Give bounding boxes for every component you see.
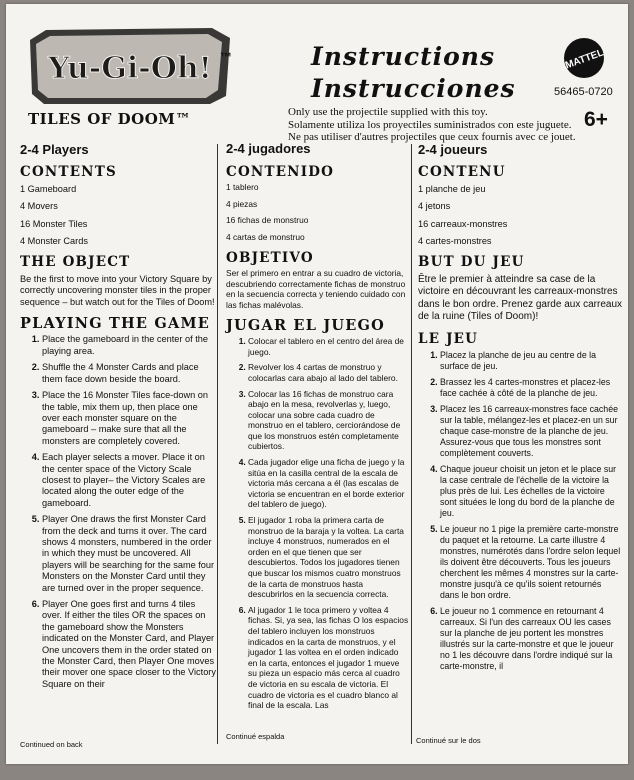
step-item: 5. Player One draws the first Monster Card from the deck and turns it over. The card shows 4 monsters, numbered in the order in which they must be uncovered. All players will be searching for the same four Monsters on the Monster Card until they are turned over in the proper sequence.: [42, 514, 216, 594]
age-rating: 6+: [584, 108, 608, 131]
continued-note-en: Continued on back: [20, 740, 83, 749]
step-item: 4. Each player selects a mover. Place it on the center space of the Victory Scale closest to player– the Victory Scales are located along the outer edge of the gameboard.: [42, 452, 216, 509]
mattel-logo: [556, 36, 612, 80]
step-item: 5. El jugador 1 roba la primera carta de monstruo de la baraja y la voltea. La carta incluye 4 monstruos, numerados en el orden en el que tienen que ser descubiertos. Todos los jugadores tienen que buscar los mismos cuatro monstruos de la carta de monstruos hasta descubrirlos en la secuencia correcta.: [248, 515, 410, 600]
contents-item: 16 Monster Tiles: [20, 218, 88, 229]
contents-heading: CONTENTS: [20, 164, 117, 181]
step-item: 2. Shuffle the 4 Monster Cards and place them face down beside the board.: [42, 362, 216, 385]
step-item: 3. Place the 16 Monster Tiles face-down on the table, mix them up, then place one over each monster square on the gameboard – make sure that all the monsters are completely covered.: [42, 390, 216, 447]
object-text: Être le premier à atteindre sa case de la victoire en découvrant les carreaux-monstres dans le bon ordre. Prenez garde aux carreaux de la ruine (Tiles of Doom)!: [418, 273, 623, 323]
contents-item: 4 cartes-monstres: [418, 236, 492, 247]
step-item: 3. Colocar las 16 fichas de monstruo cara abajo en la mesa, revolverlas y, luego, colocar una sobre cada cuadro de monstruo en el tablero, cerciorándose de que los monstruos estén completamente cubiertos.: [248, 389, 410, 453]
contents-item: 16 fichas de monstruo: [226, 215, 309, 226]
step-item: 4. Cada jugador elige una ficha de juego y la sitúa en la casilla central de la escala de victoria más cercana a él (las escalas de victoria se encuentran en el borde exterior del tablero de juego).: [248, 457, 410, 510]
object-text: Ser el primero en entrar a su cuadro de victoria, descubriendo correctamente fichas de monstruo en la secuencia correcta y teniendo cuidado con las fichas malévolas.: [226, 268, 406, 310]
object-heading: THE OBJECT: [20, 254, 131, 271]
contents-item: 4 Movers: [20, 201, 58, 212]
step-item: 6. Le joueur no 1 commence en retournant 4 carreaux. Si l'un des carreaux OU les cases sur la planche de jeu portent les monstres illustrés sur la carte-monstre et que le joueur no 1 les découvre dans l'ordre indiqué sur la carte-monstre, il: [440, 606, 622, 672]
title-spanish: Instrucciones: [311, 74, 516, 103]
continued-note-fr: Continué sur le dos: [416, 736, 481, 745]
players-count: 2-4 jugadores: [226, 141, 311, 156]
mattel-text: MATTEL: [563, 47, 606, 72]
play-heading: JUGAR EL JUEGO: [226, 316, 385, 334]
warning-en: Only use the projectile supplied with this toy.: [288, 106, 488, 118]
step-item: 2. Brassez les 4 cartes-monstres et placez-les face cachée à côté de la planche de jeu.: [440, 377, 622, 399]
warning-fr: Ne pas utiliser d'autres projectiles que ceux fournis avec ce jouet.: [288, 131, 576, 143]
contents-item: 4 piezas: [226, 198, 258, 209]
trademark-mark: ™: [220, 50, 232, 64]
step-item: 4. Chaque joueur choisit un jeton et le place sur la case centrale de l'échelle de la victoire la plus près de lui. Les échelles de la victoire sont situées le long du bord de la planche de jeu.: [440, 464, 622, 519]
contents-item: 4 cartas de monstruo: [226, 231, 305, 242]
column-divider: [217, 144, 218, 744]
step-item: 3. Placez les 16 carreaux-monstres face cachée sur la table, mélangez-les et placez-en un sur chaque case-monstre de la planche de jeu. Assurez-vous que tous les monstres sont complètement couverts.: [440, 404, 622, 459]
instruction-sheet: [6, 4, 628, 764]
step-item: 6. Al jugador 1 le toca primero y voltea 4 fichas. Si, ya sea, las fichas O los espacios del tablero incluyen los monstruos indicados en la carta de monstruos, y el jugador 1 las voltea en el orden indicado en la carta, entonces el jugador 1 mueve su pieza un espacio más cerca al cuadro de victoria en su escala de victoria. El cuadro de victoria es el cuadro blanco al final de la escala. Las: [248, 605, 410, 711]
object-heading: BUT DU JEU: [418, 254, 525, 271]
step-item: 5. Le joueur no 1 pige la première carte-monstre du paquet et la retourne. La carte illustre 4 monstres, numérotés dans l'ordre selon lequel ils doivent être découverts. Tous les joueurs cherchent les mêmes 4 monstres sur la carte-monstre jusqu'à ce qu'ils soient retournés dans le bon ordre.: [440, 524, 622, 601]
contents-item: 1 planche de jeu: [418, 183, 486, 194]
contents-item: 1 tablero: [226, 182, 259, 193]
players-count: 2-4 joueurs: [418, 142, 488, 157]
object-heading: OBJETIVO: [226, 249, 314, 266]
step-item: 2. Revolver los 4 cartas de monstruo y colocarlas cara abajo al lado del tablero.: [248, 362, 410, 383]
warning-es: Solamente utiliza los proyectiles suministrados con este juguete.: [288, 118, 572, 131]
contents-item: 1 Gameboard: [20, 183, 77, 194]
contents-heading: CONTENU: [418, 164, 506, 181]
column-spanish: [226, 140, 410, 716]
column-english: [20, 140, 216, 695]
projectile-warning: [288, 106, 576, 144]
column-french: [418, 140, 622, 677]
steps-list: [226, 336, 410, 711]
step-item: 1. Place the gameboard in the center of the playing area.: [42, 334, 216, 357]
players-count: 2-4 Players: [20, 142, 89, 157]
step-item: 1. Colocar el tablero en el centro del área de juego.: [248, 336, 410, 357]
logo-text: Yu-Gi-Oh!: [48, 51, 212, 86]
play-heading: PLAYING THE GAME: [20, 315, 210, 333]
step-item: 1. Placez la planche de jeu au centre de la surface de jeu.: [440, 350, 622, 372]
product-code: 56465-0720: [554, 86, 613, 98]
column-divider: [411, 144, 412, 744]
continued-note-es: Continué espalda: [226, 732, 285, 741]
title-english: Instructions: [311, 42, 496, 71]
contents-item: 16 carreaux-monstres: [418, 218, 508, 229]
steps-list: [20, 334, 216, 690]
play-heading: LE JEU: [418, 330, 479, 347]
step-item: 6. Player One goes first and turns 4 tiles over. If either the tiles OR the spaces on the gameboard show the Monsters indicated on the Monster Card, and Player One uncovers them in the order stated on the Monster Card, then Player One moves their mover one space closer to the Victory Square on their: [42, 599, 216, 690]
yugioh-logo: [26, 26, 236, 108]
steps-list: [418, 350, 622, 672]
contents-item: 4 jetons: [418, 201, 451, 212]
contents-item: 4 Monster Cards: [20, 236, 88, 247]
game-subtitle: TILES OF DOOM™: [28, 110, 191, 128]
contents-heading: CONTENIDO: [226, 163, 335, 180]
object-text: Be the first to move into your Victory Square by correctly uncovering monster tiles in the proper sequence – but watch out for the Tiles of Doom!: [20, 273, 215, 307]
